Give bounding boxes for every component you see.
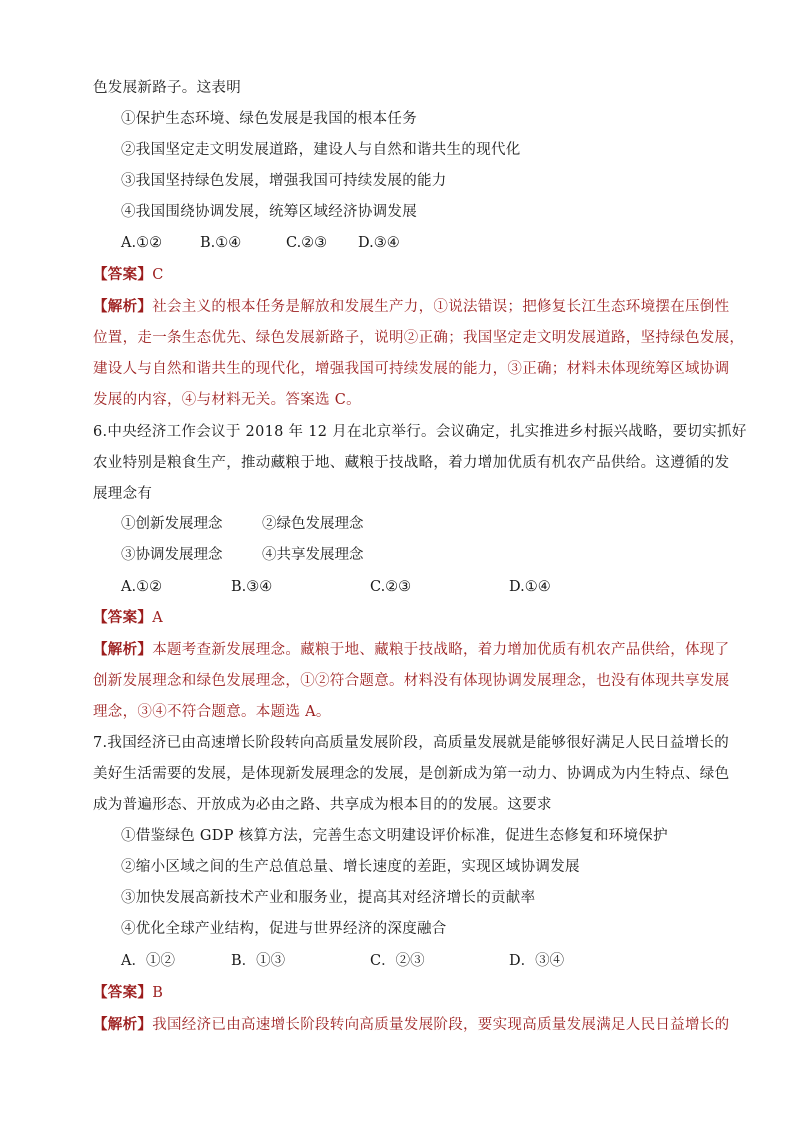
q5-option-d: D.③④ (358, 235, 400, 251)
q5-statement-1: ①保护生态环境、绿色发展是我国的根本任务 (121, 111, 417, 127)
analysis-tag: 【解析】 (93, 1016, 153, 1033)
q5-analysis-line-2: 位置，走一条生态优先、绿色发展新路子，说明②正确；我国坚定走文明发展道路，坚持绿色发展， (93, 330, 745, 346)
q6-analysis-line-3: 理念，③④不符合题意。本题选 A。 (93, 704, 331, 720)
analysis-text: 社会主义的根本任务是解放和发展生产力，①说法错误；把修复长江生态环境摆在压倒性 (152, 299, 730, 315)
q5-option-c: C.②③ (286, 235, 328, 251)
q6-stem-line-2: 农业特别是粮食生产，推动藏粮于地、藏粮于技战略，着力增加优质有机农产品供给。这遵循的发 (93, 455, 730, 471)
answer-tag: 【答案】 (93, 609, 153, 626)
answer-value: B (152, 985, 164, 1001)
q5-statement-4: ④我国围绕协调发展，统筹区域经济协调发展 (121, 204, 417, 220)
answer-tag: 【答案】 (93, 266, 153, 283)
q5-analysis-line-1 (93, 297, 729, 317)
q6-statement-1: ①创新发展理念 (121, 516, 223, 532)
q7-option-c: C．②③ (370, 953, 425, 969)
q5-option-a: A.①② (121, 235, 163, 251)
q6-statement-4: ④共享发展理念 (262, 547, 364, 563)
q6-option-c: C.②③ (370, 579, 412, 595)
answer-value: C (152, 267, 164, 283)
q7-stem-line-3: 成为普遍形态、开放成为必由之路、共享成为根本目的的发展。这要求 (93, 797, 552, 813)
q7-answer (93, 983, 163, 1003)
q6-answer (93, 608, 163, 628)
q6-stem-line-3: 展理念有 (93, 486, 153, 502)
q7-analysis-line-1 (93, 1015, 729, 1035)
q5-option-b: B.①④ (200, 235, 242, 251)
q5-stem-tail: 色发展新路子。这表明 (93, 80, 241, 96)
q6-stem-line-1: 6.中央经济工作会议于 2018 年 12 月在北京举行。会议确定，扎实推进乡村振兴战略，要切实抓好 (93, 424, 747, 440)
q7-statement-4: ④优化全球产业结构，促进与世界经济的深度融合 (121, 921, 447, 937)
q7-statement-2: ②缩小区域之间的生产总值总量、增长速度的差距，实现区域协调发展 (121, 859, 580, 875)
answer-tag: 【答案】 (93, 984, 153, 1001)
q5-answer (93, 265, 164, 285)
q7-option-b: B．①③ (231, 953, 286, 969)
analysis-tag: 【解析】 (93, 298, 153, 315)
q7-statement-1: ①借鉴绿色 GDP 核算方法，完善生态文明建设评价标准，促进生态修复和环境保护 (121, 828, 668, 844)
q6-option-a: A.①② (121, 579, 163, 595)
q5-analysis-line-4: 发展的内容，④与材料无关。答案选 C。 (93, 392, 361, 408)
analysis-text: 本题考查新发展理念。藏粮于地、藏粮于技战略，着力增加优质有机农产品供给，体现了 (152, 642, 730, 658)
answer-value: A (152, 610, 163, 626)
q7-stem-line-2: 美好生活需要的发展，是体现新发展理念的发展，是创新成为第一动力、协调成为内生特点、绿色 (93, 766, 730, 782)
analysis-tag: 【解析】 (93, 641, 153, 658)
q7-option-d: D．③④ (509, 953, 565, 969)
q5-statement-2: ②我国坚定走文明发展道路，建设人与自然和谐共生的现代化 (121, 142, 521, 158)
q6-option-b: B.③④ (231, 579, 273, 595)
q6-analysis-line-2: 创新发展理念和绿色发展理念，①②符合题意。材料没有体现协调发展理念，也没有体现共享发展 (93, 673, 730, 689)
q7-stem-line-1: 7.我国经济已由高速增长阶段转向高质量发展阶段，高质量发展就是能够很好满足人民日益增长的 (93, 735, 730, 751)
q7-option-a: A．①② (121, 953, 175, 969)
q7-statement-3: ③加快发展高新技术产业和服务业，提高其对经济增长的贡献率 (121, 890, 536, 906)
q6-statement-3: ③协调发展理念 (121, 547, 223, 563)
q5-statement-3: ③我国坚持绿色发展，增强我国可持续发展的能力 (121, 173, 447, 189)
q6-statement-2: ②绿色发展理念 (262, 516, 364, 532)
q5-analysis-line-3: 建设人与自然和谐共生的现代化，增强我国可持续发展的能力，③正确；材料未体现统筹区域协调 (93, 361, 730, 377)
q6-analysis-line-1 (93, 640, 729, 660)
q6-option-d: D.①④ (509, 579, 551, 595)
analysis-text: 我国经济已由高速增长阶段转向高质量发展阶段，要实现高质量发展满足人民日益增长的 (152, 1017, 730, 1033)
